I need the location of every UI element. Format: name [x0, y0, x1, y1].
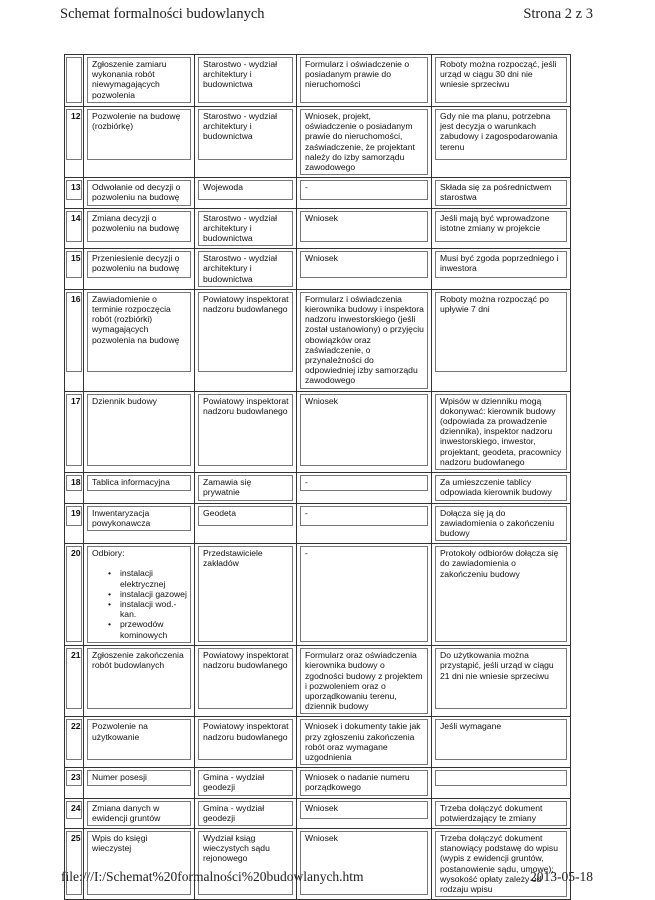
authority-box	[198, 180, 293, 200]
row-number-cell	[65, 208, 84, 249]
required-documents-cell	[297, 249, 432, 290]
table-row	[65, 473, 571, 503]
row-number-cell	[65, 646, 84, 717]
authority: Przedstawiciele zakładów	[203, 548, 263, 569]
procedure-name-box	[87, 57, 191, 103]
required-documents: Wniosek	[305, 253, 338, 264]
authority: Powiatowy inspektorat nadzoru budowlanego	[203, 293, 289, 315]
authority-cell	[195, 828, 297, 899]
notes-box	[435, 211, 567, 242]
table-row	[65, 503, 571, 544]
required-documents-box	[300, 475, 428, 491]
notes-cell	[432, 473, 571, 503]
authority-box	[198, 719, 293, 760]
procedure-name-box	[87, 648, 191, 709]
authority-box	[198, 475, 293, 500]
row-number: 13	[71, 182, 81, 193]
notes-cell	[432, 178, 571, 208]
required-documents: -	[305, 548, 308, 559]
notes-cell	[432, 798, 571, 828]
authority-cell	[195, 249, 297, 290]
notes-cell	[432, 717, 571, 768]
row-number: 25	[71, 832, 81, 843]
required-documents: Wniosek	[305, 832, 338, 843]
procedure-name-box	[87, 801, 191, 826]
table-row	[65, 249, 571, 290]
procedure-name-cell	[84, 768, 195, 798]
notes: Roboty można rozpocząć, jeśli urząd w ciągu 30 dni nie wniesie sprzeciwu	[440, 59, 557, 90]
required-documents: Wniosek o nadanie numeru porządkowego	[305, 772, 410, 793]
row-number-box	[66, 251, 82, 278]
page-footer	[61, 869, 593, 885]
procedure-name-box	[87, 546, 191, 643]
procedure-name-cell	[84, 289, 195, 391]
notes-cell	[432, 391, 571, 472]
authority-cell	[195, 798, 297, 828]
procedure-name: Zawiadomienie o terminie rozpoczęcia robót (rozbiórki) wymagających pozwolenia na budowę	[92, 293, 180, 345]
notes-box	[435, 251, 567, 278]
required-documents-cell	[297, 391, 432, 472]
required-documents-box	[300, 57, 428, 103]
notes-cell	[432, 646, 571, 717]
row-number-cell	[65, 473, 84, 503]
authority: Starostwo - wydział architektury i budownictwa	[203, 59, 278, 90]
required-documents-cell	[297, 178, 432, 208]
notes-cell	[432, 289, 571, 391]
required-documents-box	[300, 394, 428, 466]
required-documents-cell	[297, 717, 432, 768]
acceptance-list	[92, 568, 187, 639]
document-title: Schemat formalności budowlanych	[60, 6, 265, 22]
authority: Powiatowy inspektorat nadzoru budowlanego	[203, 650, 289, 671]
procedure-name-box	[87, 475, 191, 491]
row-number-box	[66, 719, 82, 760]
required-documents-box	[300, 211, 428, 242]
row-number-cell	[65, 798, 84, 828]
row-number-cell	[65, 249, 84, 290]
required-documents: Wniosek	[305, 212, 338, 223]
notes-cell	[432, 828, 571, 899]
procedure-name-cell	[84, 717, 195, 768]
formalities-table	[64, 54, 571, 900]
authority: Wydział ksiąg wieczystych sądu rejonowego	[203, 832, 270, 864]
row-number-box	[66, 506, 82, 526]
file-path: file:///I:/Schemat%20formalności%20budowlanych.htm	[61, 869, 364, 884]
authority-box	[198, 648, 293, 709]
required-documents: Wniosek, projekt, oświadczenie o posiadanym prawie do nieruchomości, zaświadczenie, że projektant należy do izby samorządu zawodowego	[305, 111, 415, 173]
table-row	[65, 544, 571, 646]
procedure-name-box	[87, 251, 191, 278]
procedure-name-cell	[84, 828, 195, 899]
notes: Roboty można rozpocząć po upływie 7 dni	[440, 293, 549, 315]
notes: Gdy nie ma planu, potrzebna jest decyzja o warunkach zabudowy i zagospodarowania terenu	[440, 111, 558, 152]
row-number-box	[66, 770, 82, 786]
procedure-name-box	[87, 180, 191, 205]
notes-cell	[432, 208, 571, 249]
required-documents-cell	[297, 544, 432, 646]
notes-cell	[432, 768, 571, 798]
row-number-box	[66, 831, 82, 895]
required-documents-box	[300, 801, 428, 819]
required-documents-cell	[297, 646, 432, 717]
notes-box	[435, 475, 567, 500]
required-documents-cell	[297, 798, 432, 828]
authority-box	[198, 394, 293, 466]
required-documents: Wniosek	[305, 802, 338, 813]
procedure-name-box	[87, 292, 191, 372]
list-item: • instalacji wod.-kan.	[92, 599, 187, 619]
row-number: 23	[71, 772, 81, 783]
authority-box	[198, 251, 293, 287]
authority-cell	[195, 768, 297, 798]
table-row	[65, 107, 571, 178]
page-header	[60, 6, 593, 23]
required-documents-box	[300, 506, 428, 526]
table-row	[65, 178, 571, 208]
required-documents-cell	[297, 473, 432, 503]
row-number-cell	[65, 828, 84, 899]
table-row	[65, 289, 571, 391]
procedure-name: Zmiana decyzji o pozwoleniu na budowę	[92, 212, 180, 233]
procedure-name: Odbiory:	[92, 548, 125, 559]
notes: Do użytkowania można przystąpić, jeśli urząd w ciągu 21 dni nie wniesie sprzeciwu	[440, 650, 554, 681]
required-documents: -	[305, 182, 308, 193]
authority-cell	[195, 646, 297, 717]
row-number-box	[66, 180, 82, 200]
procedure-name-cell	[84, 646, 195, 717]
notes-box	[435, 180, 567, 205]
table-row	[65, 208, 571, 249]
required-documents-box	[300, 770, 428, 795]
procedure-name-box	[87, 394, 191, 466]
procedure-name-box	[87, 770, 191, 786]
authority: Starostwo - wydział architektury i budownictwa	[203, 253, 278, 284]
required-documents-box	[300, 719, 428, 765]
required-documents-cell	[297, 107, 432, 178]
authority: Powiatowy inspektorat nadzoru budowlanego	[203, 395, 289, 416]
authority-cell	[195, 208, 297, 249]
row-number-box	[66, 475, 82, 491]
procedure-name: Odwołanie od decyzji o pozwoleniu na budowę	[92, 182, 181, 203]
row-number-cell	[65, 717, 84, 768]
table-row	[65, 717, 571, 768]
required-documents-box	[300, 831, 428, 895]
procedure-name: Numer posesji	[92, 772, 147, 783]
required-documents-box	[300, 180, 428, 200]
procedure-name-cell	[84, 391, 195, 472]
procedure-name-box	[87, 211, 191, 242]
required-documents-box	[300, 546, 428, 642]
authority: Starostwo - wydział architektury i budownictwa	[203, 212, 278, 244]
notes: Trzeba dołączyć dokument stanowiący podstawę do wpisu (wypis z ewidencji gruntów, postanowienie sądu, umowę); wysokość opłaty zależy od rodzaju wpisu	[440, 832, 558, 894]
authority: Gmina - wydział geodezji	[203, 802, 265, 823]
notes-box	[435, 394, 567, 470]
table-row	[65, 768, 571, 798]
row-number-box	[66, 801, 82, 819]
authority-box	[198, 801, 293, 826]
authority-cell	[195, 107, 297, 178]
notes-cell	[432, 55, 571, 107]
row-number: 12	[71, 111, 81, 121]
notes-box	[435, 506, 567, 542]
row-number-cell	[65, 289, 84, 391]
notes: Jeśli wymagane	[440, 721, 502, 732]
required-documents: -	[305, 477, 308, 488]
required-documents: Formularz i oświadczenia kierownika budowy i inspektora nadzoru inwestorskiego (jeśli został ustanowiony) o przyjęciu obowiązków oraz zaświadczenie, o przynależności do odpowiedniej izby samorządu zawodowego	[305, 293, 424, 386]
procedure-name-cell	[84, 178, 195, 208]
authority-box	[198, 546, 293, 642]
required-documents-box	[300, 648, 428, 714]
authority: Zamawia się prywatnie	[203, 477, 252, 498]
authority-cell	[195, 178, 297, 208]
row-number: 20	[71, 548, 81, 559]
authority-box	[198, 770, 293, 795]
procedure-name-cell	[84, 208, 195, 249]
row-number-box	[66, 292, 82, 372]
procedure-name-cell	[84, 503, 195, 544]
notes: Za umieszczenie tablicy odpowiada kierownik budowy	[440, 477, 552, 498]
procedure-name-cell	[84, 107, 195, 178]
row-number-box	[66, 394, 82, 466]
authority: Powiatowy inspektorat nadzoru budowlanego	[203, 721, 289, 742]
notes-box	[435, 57, 567, 103]
notes-cell	[432, 503, 571, 544]
required-documents-cell	[297, 503, 432, 544]
procedure-name: Zmiana danych w ewidencji gruntów	[92, 802, 161, 823]
authority-box	[198, 109, 293, 160]
authority-cell	[195, 391, 297, 472]
row-number-box	[66, 546, 82, 642]
authority-box	[198, 211, 293, 247]
required-documents: Wniosek i dokumenty takie jak przy zgłoszeniu zakończenia robót oraz wymagane uzgodnienia	[305, 721, 421, 762]
table-row	[65, 828, 571, 899]
notes-cell	[432, 544, 571, 646]
row-number-box	[66, 211, 82, 242]
procedure-name: Pozwolenie na użytkowanie	[92, 721, 148, 742]
notes: Składa się za pośrednictwem starostwa	[440, 182, 552, 203]
authority: Wojewoda	[203, 182, 243, 193]
row-number-cell	[65, 178, 84, 208]
row-number: 17	[71, 395, 81, 406]
authority-cell	[195, 473, 297, 503]
procedure-name-box	[87, 831, 191, 895]
row-number: 24	[71, 802, 81, 813]
procedure-name: Dziennik budowy	[92, 395, 157, 406]
procedure-name: Wpis do księgi wieczystej	[92, 832, 148, 854]
row-number-cell	[65, 768, 84, 798]
notes-cell	[432, 249, 571, 290]
notes-cell	[432, 107, 571, 178]
list-item: • przewodów kominowych	[92, 619, 187, 639]
notes-box	[435, 109, 567, 160]
row-number: 16	[71, 293, 81, 304]
required-documents: Wniosek	[305, 395, 338, 406]
required-documents: -	[305, 507, 308, 518]
notes-box	[435, 801, 567, 826]
authority-cell	[195, 544, 297, 646]
procedure-name-box	[87, 719, 191, 760]
procedure-name: Zgłoszenie zamiaru wykonania robót niewymagających pozwolenia	[92, 59, 167, 100]
table-row	[65, 55, 571, 107]
notes: Musi być zgoda poprzedniego i inwestora	[440, 253, 559, 274]
authority-box	[198, 292, 293, 372]
authority: Starostwo - wydział architektury i budownictwa	[203, 111, 278, 142]
table-body	[65, 55, 571, 900]
authority-box	[198, 831, 293, 895]
table-row	[65, 646, 571, 717]
notes-box	[435, 719, 567, 760]
row-number: 18	[71, 477, 81, 488]
row-number: 15	[71, 253, 81, 264]
procedure-name-cell	[84, 249, 195, 290]
print-date: 2013-05-18	[530, 869, 593, 884]
procedure-name-cell	[84, 473, 195, 503]
row-number-cell	[65, 544, 84, 646]
authority-cell	[195, 55, 297, 107]
procedure-name: Pozwolenie na budowę (rozbiórkę)	[92, 111, 181, 132]
required-documents-cell	[297, 768, 432, 798]
procedure-name-cell	[84, 55, 195, 107]
notes-box	[435, 831, 567, 897]
row-number: 21	[71, 650, 81, 661]
notes: Dołącza się ją do zawiadomienia o zakończeniu budowy	[440, 507, 555, 538]
notes: Wpisów w dzienniku mogą dokonywać: kierownik budowy (odpowiada za prowadzenie dziennika), inspektor nadzoru inwestorskiego, inwestor, projektant, geodeta, pracownicy nadzoru budowlanego	[440, 395, 562, 467]
procedure-name: Inwentaryzacja powykonawcza	[92, 507, 151, 528]
row-number-cell	[65, 503, 84, 544]
required-documents-box	[300, 251, 428, 278]
notes-box	[435, 648, 567, 709]
notes: Trzeba dołączyć dokument potwierdzający te zmiany	[440, 802, 543, 823]
required-documents-box	[300, 109, 428, 175]
notes-box	[435, 292, 567, 372]
authority-cell	[195, 503, 297, 544]
table-row	[65, 798, 571, 828]
list-item: • instalacji gazowej	[92, 589, 187, 599]
procedure-name: Tablica informacyjna	[92, 477, 170, 488]
required-documents-cell	[297, 55, 432, 107]
procedure-name-cell	[84, 798, 195, 828]
procedure-name-box	[87, 506, 191, 531]
required-documents: Formularz oraz oświadczenia kierownika budowy o zgodności budowy z projektem i pozwoleniem oraz o uporządkowaniu terenu, dziennik budowy	[305, 650, 423, 712]
authority: Geodeta	[203, 507, 236, 518]
row-number-box	[66, 109, 82, 160]
page-number: Strona 2 z 3	[523, 6, 593, 22]
required-documents-cell	[297, 208, 432, 249]
procedure-name: Przeniesienie decyzji o pozwoleniu na budowę	[92, 253, 180, 274]
required-documents-box	[300, 292, 428, 389]
required-documents-cell	[297, 828, 432, 899]
row-number: 22	[71, 721, 81, 732]
notes-box	[435, 770, 567, 786]
notes: Jeśli mają być wprowadzone istotne zmiany w projekcie	[440, 212, 550, 233]
list-item: • instalacji elektrycznej	[92, 568, 187, 588]
procedure-name-box	[87, 109, 191, 160]
row-number-box	[66, 57, 82, 103]
authority-box	[198, 57, 293, 103]
authority-cell	[195, 717, 297, 768]
required-documents-cell	[297, 289, 432, 391]
row-number-cell	[65, 107, 84, 178]
table-row	[65, 391, 571, 472]
row-number: 19	[71, 507, 81, 518]
row-number-box	[66, 648, 82, 709]
row-number-cell	[65, 55, 84, 107]
procedure-name-cell	[84, 544, 195, 646]
notes: Protokoły odbiorów dołącza się do zawiadomienia o zakończeniu budowy	[440, 548, 559, 579]
row-number-cell	[65, 391, 84, 472]
authority-box	[198, 506, 293, 526]
procedure-name: Zgłoszenie zakończenia robót budowlanych	[92, 650, 184, 671]
required-documents: Formularz i oświadczenie o posiadanym prawie do nieruchomości	[305, 59, 410, 90]
notes-box	[435, 546, 567, 642]
row-number: 14	[71, 212, 81, 223]
authority-cell	[195, 289, 297, 391]
authority: Gmina - wydział geodezji	[203, 772, 265, 793]
